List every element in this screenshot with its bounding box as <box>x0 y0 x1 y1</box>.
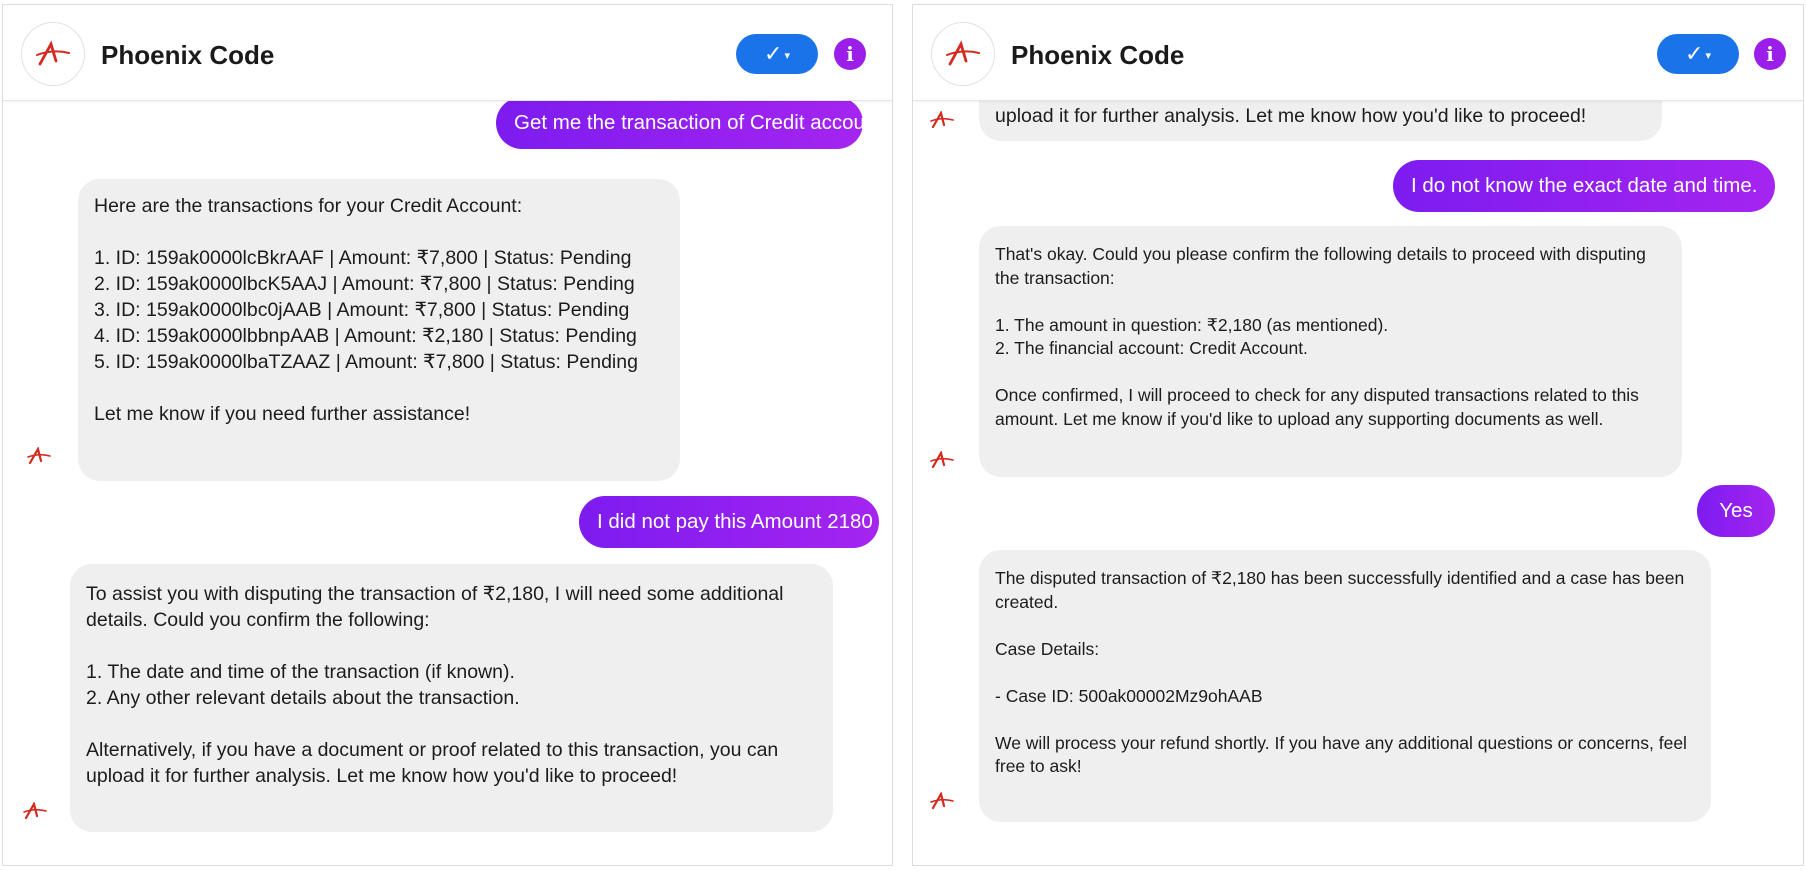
bot-message: The disputed transaction of ₹2,180 has been successfully identified and a case has been created. Case Details: - Case ID: 500ak00002Mz9ohAAB We will process your refund shortly. If you have any additional questions or concerns, feel free to ask! <box>979 550 1711 822</box>
check-icon: ✓ <box>1685 41 1704 66</box>
chat-window-right <box>912 4 1804 866</box>
bot-message: To assist you with disputing the transaction of ₹2,180, I will need some additional details. Could you confirm the following: 1. The date and time of the transaction (if known). 2. Any other relevant details about the transaction. Alternatively, if you have a document or proof related to this transaction, you can upload it for further analysis. Let me know how you'd like to proceed! <box>70 564 833 832</box>
chat-header <box>3 5 892 101</box>
info-icon: i <box>846 42 854 66</box>
chat-header <box>913 5 1803 101</box>
user-message: I do not know the exact date and time. <box>1393 160 1775 212</box>
info-button[interactable] <box>834 38 866 70</box>
chat-window-left <box>2 4 893 866</box>
check-icon: ✓ <box>764 41 783 66</box>
bot-message: upload it for further analysis. Let me know how you'd like to proceed! <box>979 75 1662 141</box>
dropdown-chevron-icon: ▾ <box>784 49 790 62</box>
user-message: I did not pay this Amount 2180 <box>579 496 879 548</box>
bot-message: Here are the transactions for your Credit Account: 1. ID: 159ak0000lcBkrAAF | Amount: ₹7,800 | Status: Pending 2. ID: 159ak0000lbcK5AAJ | Amount: ₹7,800 | Status: Pending 3. ID: 159ak0000lbc0jAAB | Amount: ₹7,800 | Status: Pending 4. ID: 159ak0000lbbnpAAB | Amount: ₹2,180 | Status: Pending 5. ID: 159ak0000lbaTZAAZ | Amount: ₹7,800 | Status: Pending Let me know if you need further assistance! <box>78 179 680 481</box>
bot-avatar-icon <box>930 451 954 469</box>
info-icon: i <box>1766 42 1774 66</box>
user-message: Yes <box>1697 485 1775 537</box>
bot-avatar-icon <box>27 447 51 465</box>
phoenix-logo-icon <box>931 22 995 86</box>
info-button[interactable] <box>1754 38 1786 70</box>
status-dropdown-button[interactable] <box>1657 34 1739 74</box>
phoenix-logo-icon <box>21 22 85 86</box>
dropdown-chevron-icon: ▾ <box>1705 49 1711 62</box>
bot-message: That's okay. Could you please confirm the following details to proceed with disputing the transaction: 1. The amount in question: ₹2,180 (as mentioned). 2. The financial account: Credit Account. Once confirmed, I will proceed to check for any disputed transactions related to this amount. Let me know if you'd like to upload any supporting documents as well. <box>979 226 1682 477</box>
app-title: Phoenix Code <box>101 40 275 70</box>
bot-avatar-icon <box>930 111 954 129</box>
app-title: Phoenix Code <box>1011 40 1185 70</box>
bot-avatar-icon <box>930 792 954 810</box>
status-dropdown-button[interactable] <box>736 34 818 74</box>
user-message: Get me the transaction of Credit account <box>496 97 863 149</box>
bot-avatar-icon <box>23 802 47 820</box>
